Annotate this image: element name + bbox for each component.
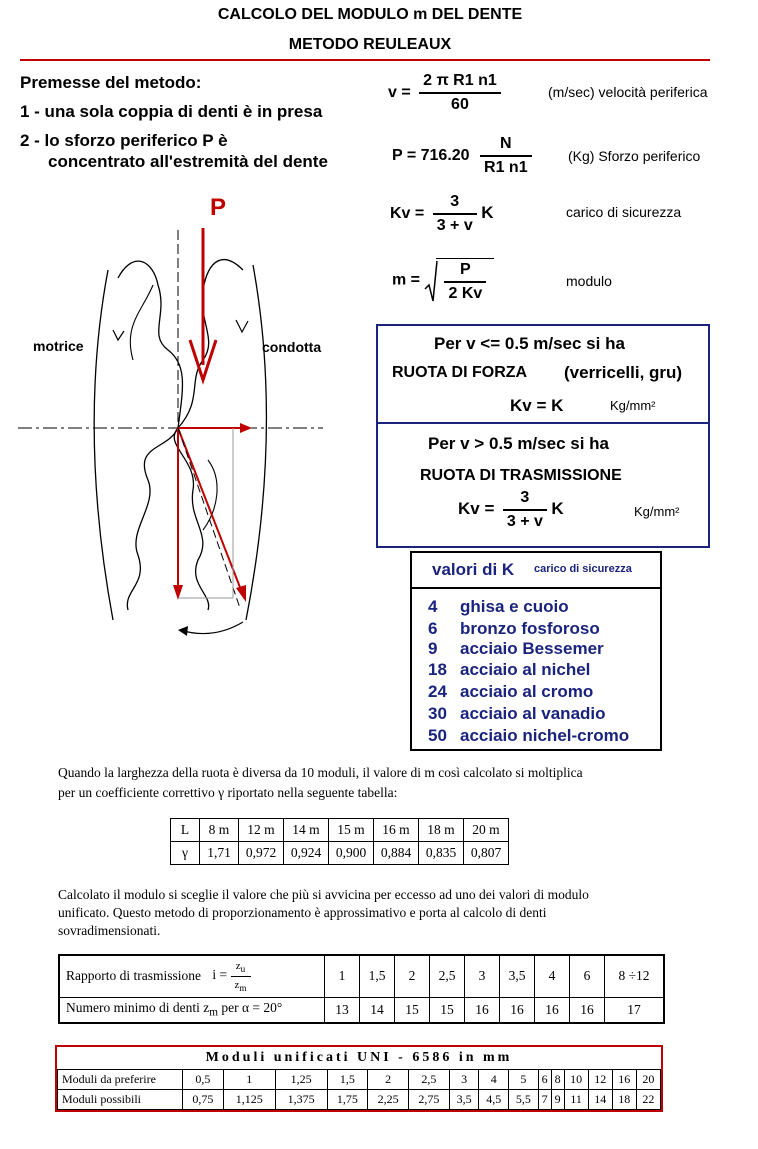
min-teeth-table bbox=[58, 954, 665, 1024]
uni-table-title: Moduli unificati UNI - 6586 in mm bbox=[205, 1050, 513, 1065]
formula-kv bbox=[390, 193, 493, 235]
k-value-item: 18 acciaio al nichel bbox=[428, 660, 591, 679]
modulus-denominator: 2 Kv bbox=[448, 285, 483, 302]
table-cell: 9 bbox=[551, 1090, 564, 1110]
cases-box bbox=[376, 324, 710, 548]
ratio-i: i = bbox=[212, 967, 228, 983]
table-cell: 2,5 bbox=[430, 955, 465, 997]
ratio-num-sub: u bbox=[240, 963, 246, 974]
table-cell: 8 bbox=[551, 1070, 564, 1090]
table-cell: L bbox=[171, 819, 200, 842]
table-cell: 2,75 bbox=[409, 1090, 450, 1110]
table-cell: 1,125 bbox=[223, 1090, 275, 1110]
table-cell: 8 ÷12 bbox=[605, 955, 665, 997]
table-cell: 16 bbox=[535, 997, 570, 1023]
table-cell: 0,972 bbox=[239, 842, 284, 865]
table-cell: 20 m bbox=[464, 819, 509, 842]
ratio-den: z bbox=[234, 978, 240, 991]
ratio-label: Rapporto di trasmissione bbox=[66, 967, 201, 983]
angle-arrow-icon bbox=[178, 626, 188, 636]
ratio-num: z bbox=[235, 959, 241, 972]
case1-type: RUOTA DI FORZA bbox=[392, 364, 528, 381]
table-cell: 17 bbox=[605, 997, 665, 1023]
paragraph-correction-line2: per un coefficiente correttivo γ riportato nella seguente tabella: bbox=[58, 785, 398, 800]
premises-heading: Premesse del metodo: bbox=[20, 73, 202, 92]
uni-row-label: Moduli possibili bbox=[58, 1090, 183, 1110]
teeth-label-cell bbox=[59, 997, 325, 1023]
case1-examples: (verricelli, gru) bbox=[564, 363, 683, 382]
table-cell: 1,25 bbox=[275, 1070, 327, 1090]
k-value-item: 6 bronzo fosforoso bbox=[428, 619, 600, 638]
formula-modulus bbox=[392, 258, 494, 303]
table-cell: 18 m bbox=[419, 819, 464, 842]
table-cell: 12 bbox=[588, 1070, 612, 1090]
table-cell: 3 bbox=[465, 955, 500, 997]
table-row bbox=[59, 955, 664, 997]
table-cell: 16 bbox=[500, 997, 535, 1023]
table-cell: 7 bbox=[538, 1090, 551, 1110]
teeth-label: Numero minimo di denti z bbox=[66, 1000, 210, 1016]
uni-table bbox=[57, 1069, 661, 1110]
case2-numerator: 3 bbox=[503, 489, 547, 511]
table-cell: 1,5 bbox=[360, 955, 395, 997]
driver-label: motrice bbox=[33, 338, 84, 354]
velocity-description: (m/sec) velocità periferica bbox=[548, 84, 708, 100]
case2-k: K bbox=[551, 499, 564, 519]
premise-2b: concentrato all'estremità del dente bbox=[48, 152, 328, 171]
teeth-label-tail: per α = 20° bbox=[218, 1000, 283, 1016]
page-title: CALCOLO DEL MODULO m DEL DENTE bbox=[217, 6, 523, 23]
paragraph-choice-line1: Calcolato il modulo si sceglie il valore che più si avvicina per eccesso ad uno dei valori di modulo bbox=[58, 887, 589, 902]
velocity-denominator: 60 bbox=[451, 96, 469, 113]
cases-divider bbox=[378, 422, 708, 424]
k-value-item: 24 acciaio al cromo bbox=[428, 682, 594, 701]
ratio-label-cell bbox=[59, 955, 325, 997]
modulus-description: modulo bbox=[566, 273, 612, 289]
table-cell: 16 m bbox=[374, 819, 419, 842]
uni-modules-box bbox=[55, 1045, 663, 1112]
force-label: P bbox=[210, 194, 227, 221]
table-cell: 2 bbox=[395, 955, 430, 997]
force-numerator: N bbox=[480, 135, 532, 157]
rotation-arrow-right-icon bbox=[236, 320, 248, 332]
table-cell: 14 bbox=[360, 997, 395, 1023]
table-cell: 1,71 bbox=[200, 842, 239, 865]
case1-unit: Kg/mm² bbox=[610, 398, 656, 413]
table-cell: 0,75 bbox=[183, 1090, 224, 1110]
table-cell: 0,884 bbox=[374, 842, 419, 865]
k-value-item: 9 acciaio Bessemer bbox=[428, 639, 604, 658]
table-cell: 16 bbox=[612, 1070, 636, 1090]
paragraph-choice-line3: sovradimensionati. bbox=[58, 923, 161, 938]
table-cell: 1 bbox=[223, 1070, 275, 1090]
k-values-title: valori di K bbox=[432, 560, 515, 579]
table-cell: 22 bbox=[636, 1090, 660, 1110]
table-cell: 2 bbox=[368, 1070, 409, 1090]
gear-teeth-diagram bbox=[18, 190, 358, 650]
kv-k: K bbox=[481, 203, 494, 223]
kv-numerator: 3 bbox=[433, 193, 477, 215]
table-cell: 4,5 bbox=[479, 1090, 509, 1110]
force-denominator: R1 n1 bbox=[484, 159, 528, 176]
table-row bbox=[171, 842, 509, 865]
table-cell: 1,75 bbox=[327, 1090, 368, 1110]
table-cell: 16 bbox=[570, 997, 605, 1023]
table-cell: 14 m bbox=[284, 819, 329, 842]
table-cell: 20 bbox=[636, 1070, 660, 1090]
table-cell: 5,5 bbox=[509, 1090, 539, 1110]
driving-tooth-profile bbox=[118, 261, 182, 610]
k-values-header bbox=[412, 553, 660, 589]
table-cell: 6 bbox=[538, 1070, 551, 1090]
table-row bbox=[58, 1070, 661, 1090]
table-cell: 11 bbox=[564, 1090, 588, 1110]
table-row bbox=[171, 819, 509, 842]
table-cell: 0,924 bbox=[284, 842, 329, 865]
velocity-lhs: v = bbox=[388, 84, 411, 102]
table-cell: 16 bbox=[465, 997, 500, 1023]
formula-velocity bbox=[388, 72, 501, 114]
table-cell: 1 bbox=[325, 955, 360, 997]
case1-formula: Kv = K bbox=[510, 396, 564, 415]
driven-label: condotta bbox=[262, 339, 322, 355]
premise-1: 1 - una sola coppia di denti è in presa bbox=[20, 102, 323, 121]
page-subtitle: METODO REULEAUX bbox=[288, 36, 452, 53]
k-value-item: 30 acciaio al vanadio bbox=[428, 704, 606, 723]
table-cell: 14 bbox=[588, 1090, 612, 1110]
table-cell: 4 bbox=[535, 955, 570, 997]
force-lhs: P = 716.20 bbox=[392, 147, 470, 165]
table-cell: 4 bbox=[479, 1070, 509, 1090]
table-cell: 3,5 bbox=[500, 955, 535, 997]
table-cell: 0,807 bbox=[464, 842, 509, 865]
case2-type: RUOTA DI TRASMISSIONE bbox=[420, 467, 622, 484]
velocity-numerator: 2 π R1 n1 bbox=[419, 72, 501, 94]
uni-row-label: Moduli da preferire bbox=[58, 1070, 183, 1090]
left-wheel-arc bbox=[94, 270, 113, 620]
k-value-item: 4 ghisa e cuoio bbox=[428, 597, 569, 616]
case2-formula bbox=[458, 489, 564, 531]
pressure-line bbox=[178, 428, 240, 608]
table-cell: 13 bbox=[325, 997, 360, 1023]
table-cell: 0,835 bbox=[419, 842, 464, 865]
kv-lhs: Kv = bbox=[390, 205, 425, 223]
case2-unit: Kg/mm² bbox=[634, 504, 680, 519]
teeth-label-sub: m bbox=[209, 1007, 218, 1020]
table-cell: 0,5 bbox=[183, 1070, 224, 1090]
paragraph-correction-line1: Quando la larghezza della ruota è diversa da 10 moduli, il valore di m così calcolato si moltiplica bbox=[58, 765, 583, 780]
modulus-numerator: P bbox=[444, 261, 486, 283]
table-cell: 1,5 bbox=[327, 1070, 368, 1090]
table-cell: 18 bbox=[612, 1090, 636, 1110]
case2-condition: Per v > 0.5 m/sec si ha bbox=[428, 434, 609, 453]
ratio-den-sub: m bbox=[239, 982, 247, 993]
table-cell: 3 bbox=[449, 1070, 479, 1090]
table-cell: 6 bbox=[570, 955, 605, 997]
title-rule bbox=[20, 59, 710, 61]
kv-denominator: 3 + v bbox=[436, 217, 473, 234]
case2-lhs: Kv = bbox=[458, 499, 495, 519]
case2-denominator: 3 + v bbox=[506, 513, 543, 530]
k-values-subtitle: carico di sicurezza bbox=[534, 563, 632, 575]
table-cell: 10 bbox=[564, 1070, 588, 1090]
driving-tooth-flank bbox=[130, 285, 153, 360]
premise-2a: 2 - lo sforzo periferico P è bbox=[20, 131, 228, 150]
arrow-right-icon bbox=[240, 423, 252, 433]
k-values-box bbox=[410, 551, 662, 751]
table-cell: 5 bbox=[509, 1070, 539, 1090]
table-cell: 3,5 bbox=[449, 1090, 479, 1110]
table-cell: 0,900 bbox=[329, 842, 374, 865]
table-cell: 15 m bbox=[329, 819, 374, 842]
force-description: (Kg) Sforzo periferico bbox=[568, 148, 701, 164]
right-wheel-arc bbox=[246, 265, 266, 620]
paragraph-choice-line2: unificato. Questo metodo di proporzionamento è approssimativo e porta al calcolo di denti bbox=[58, 905, 547, 920]
table-cell: 12 m bbox=[239, 819, 284, 842]
kv-description: carico di sicurezza bbox=[566, 204, 682, 220]
modulus-lhs: m = bbox=[392, 271, 421, 289]
table-cell: 15 bbox=[395, 997, 430, 1023]
table-cell: 15 bbox=[430, 997, 465, 1023]
table-cell: γ bbox=[171, 842, 200, 865]
table-cell: 8 m bbox=[200, 819, 239, 842]
table-cell: 1,375 bbox=[275, 1090, 327, 1110]
rotation-arrow-left-icon bbox=[113, 330, 124, 340]
table-cell: 2,25 bbox=[368, 1090, 409, 1110]
table-row bbox=[58, 1090, 661, 1110]
formula-force bbox=[392, 135, 532, 177]
table-row bbox=[59, 997, 664, 1023]
gamma-table bbox=[170, 818, 509, 865]
case1-condition: Per v <= 0.5 m/sec si ha bbox=[434, 334, 625, 353]
angle-arc bbox=[180, 622, 243, 634]
table-cell: 2,5 bbox=[409, 1070, 450, 1090]
k-value-item: 50 acciaio nichel-cromo bbox=[428, 726, 630, 745]
